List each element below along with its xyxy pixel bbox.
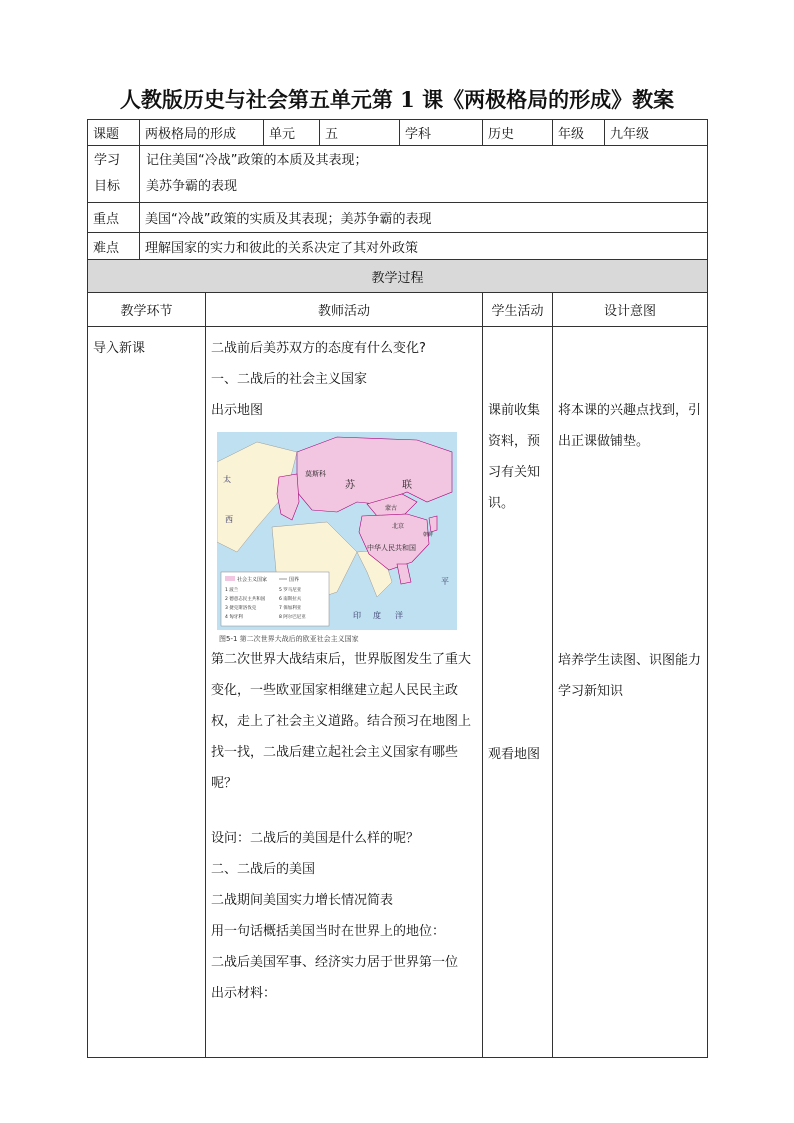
goals-label-line1: 学习 xyxy=(94,153,121,168)
teacher-h1: 一、二战后的社会主义国家 xyxy=(211,372,368,387)
map-label-moscow: 莫斯科 xyxy=(305,470,326,478)
map-label-tai: 太 xyxy=(223,475,231,484)
unit-value: 五 xyxy=(320,120,400,146)
map-label-mongolia: 蒙古 xyxy=(385,505,398,512)
intro-row xyxy=(88,327,708,1058)
teacher-l2: 用一句话概括美国当时在世界上的地位： xyxy=(211,924,446,939)
subject-label: 学科 xyxy=(400,120,483,146)
legend-gdr: 2 德意志民主共和国 xyxy=(225,597,266,602)
intent-text-2: 培养学生读图、识图能力学习新知识 xyxy=(558,653,702,699)
student-spacer-mid xyxy=(488,519,547,739)
legend-hungary: 4 匈牙利 xyxy=(225,615,243,620)
student-spacer-top xyxy=(488,333,547,395)
student-cell xyxy=(483,327,553,1058)
map-label-yang: 洋 xyxy=(395,611,403,620)
stage-cell: 导入新课 xyxy=(88,327,206,1058)
col-student: 学生活动 xyxy=(483,293,553,327)
map-label-lian: 联 xyxy=(402,480,412,491)
map-label-xi: 西 xyxy=(225,515,233,524)
col-stage: 教学环节 xyxy=(88,293,206,327)
goals-line2: 美苏争霸的表现 xyxy=(146,179,238,194)
key-points-row xyxy=(88,203,708,233)
intent-spacer-top xyxy=(558,333,702,395)
teacher-p1: 第二次世界大战结束后，世界版图发生了重大变化，一些欧亚国家相继建立起人民民主政权，走上了社会主义道路。结合预习在地图上找一找，二战后建立起社会主义国家有哪些呢？ xyxy=(211,652,472,791)
map-caption: 图5-1 第二次世界大战后的欧亚社会主义国家 xyxy=(219,635,359,643)
intent-cell xyxy=(553,327,708,1058)
goals-label xyxy=(88,146,140,203)
topic-label: 课题 xyxy=(88,120,140,146)
header-row xyxy=(88,120,708,146)
col-teacher: 教师活动 xyxy=(206,293,483,327)
legend-bulgaria: 7 保加利亚 xyxy=(279,606,302,611)
teacher-l1: 二战期间美国实力增长情况简表 xyxy=(211,893,394,908)
map-label-prc: 中华人民共和国 xyxy=(367,544,416,552)
grade-value: 九年级 xyxy=(605,120,708,146)
socialist-countries-map xyxy=(217,432,457,630)
legend-poland: 1 波兰 xyxy=(225,588,239,593)
goals-text xyxy=(140,146,708,203)
difficulty-text: 理解国家的实力和彼此的关系决定了其对外政策 xyxy=(140,233,708,260)
student-text-2: 观看地图 xyxy=(488,747,541,762)
teacher-cell xyxy=(206,327,483,1058)
legend-border: 国界 xyxy=(289,577,300,583)
legend-romania: 5 罗马尼亚 xyxy=(279,588,302,593)
process-header-row xyxy=(88,260,708,293)
process-header: 教学过程 xyxy=(88,260,708,293)
teacher-l4: 出示材料： xyxy=(211,986,277,1001)
difficulty-label: 难点 xyxy=(88,233,140,260)
goals-label-line2: 目标 xyxy=(94,179,121,194)
grade-label: 年级 xyxy=(553,120,605,146)
goals-row xyxy=(88,146,708,203)
col-intent: 设计意图 xyxy=(553,293,708,327)
key-points-text: 美国“冷战”政策的实质及其表现；美苏争霸的表现 xyxy=(140,203,708,233)
map-label-ping: 平 xyxy=(441,577,449,586)
map-label-yin: 印 xyxy=(353,611,361,620)
page-title: 人教版历史与社会第五单元第 1 课《两极格局的形成》教案 xyxy=(119,87,675,112)
goals-line1: 记住美国“冷战”政策的本质及其表现； xyxy=(146,153,368,168)
map-label-beijing: 北京 xyxy=(392,523,405,530)
legend-albania: 8 阿尔巴尼亚 xyxy=(279,615,306,620)
map-label-du: 度 xyxy=(373,611,381,620)
legend-swatch-socialist xyxy=(225,576,235,581)
difficulty-row xyxy=(88,233,708,260)
topic-value: 两极格局的形成 xyxy=(140,120,264,146)
map-label-korea: 朝鲜 xyxy=(423,532,434,538)
intent-spacer-mid xyxy=(558,457,702,645)
legend-socialist: 社会主义国家 xyxy=(237,577,268,583)
legend-yugoslavia: 6 南斯拉夫 xyxy=(279,597,302,602)
student-text-1: 课前收集资料，预习有关知识。 xyxy=(488,403,541,511)
lesson-plan-table xyxy=(87,119,708,1058)
map-svg xyxy=(217,432,457,630)
teacher-show-map: 出示地图 xyxy=(211,403,264,418)
subject-value: 历史 xyxy=(483,120,553,146)
teacher-h2: 二、二战后的美国 xyxy=(211,862,316,877)
teacher-q2: 设问：二战后的美国是什么样的呢？ xyxy=(211,831,420,846)
map-label-su: 苏 xyxy=(345,480,355,491)
teacher-q1: 二战前后美苏双方的态度有什么变化? xyxy=(211,341,426,356)
unit-label: 单元 xyxy=(264,120,320,146)
teacher-l3: 二战后美国军事、经济实力居于世界第一位 xyxy=(211,955,459,970)
key-points-label: 重点 xyxy=(88,203,140,233)
column-header-row xyxy=(88,293,708,327)
intent-text-1: 将本课的兴趣点找到，引出正课做铺垫。 xyxy=(558,403,702,449)
teacher-spacer xyxy=(211,799,477,823)
legend-czech: 3 捷克斯洛伐克 xyxy=(225,606,257,611)
